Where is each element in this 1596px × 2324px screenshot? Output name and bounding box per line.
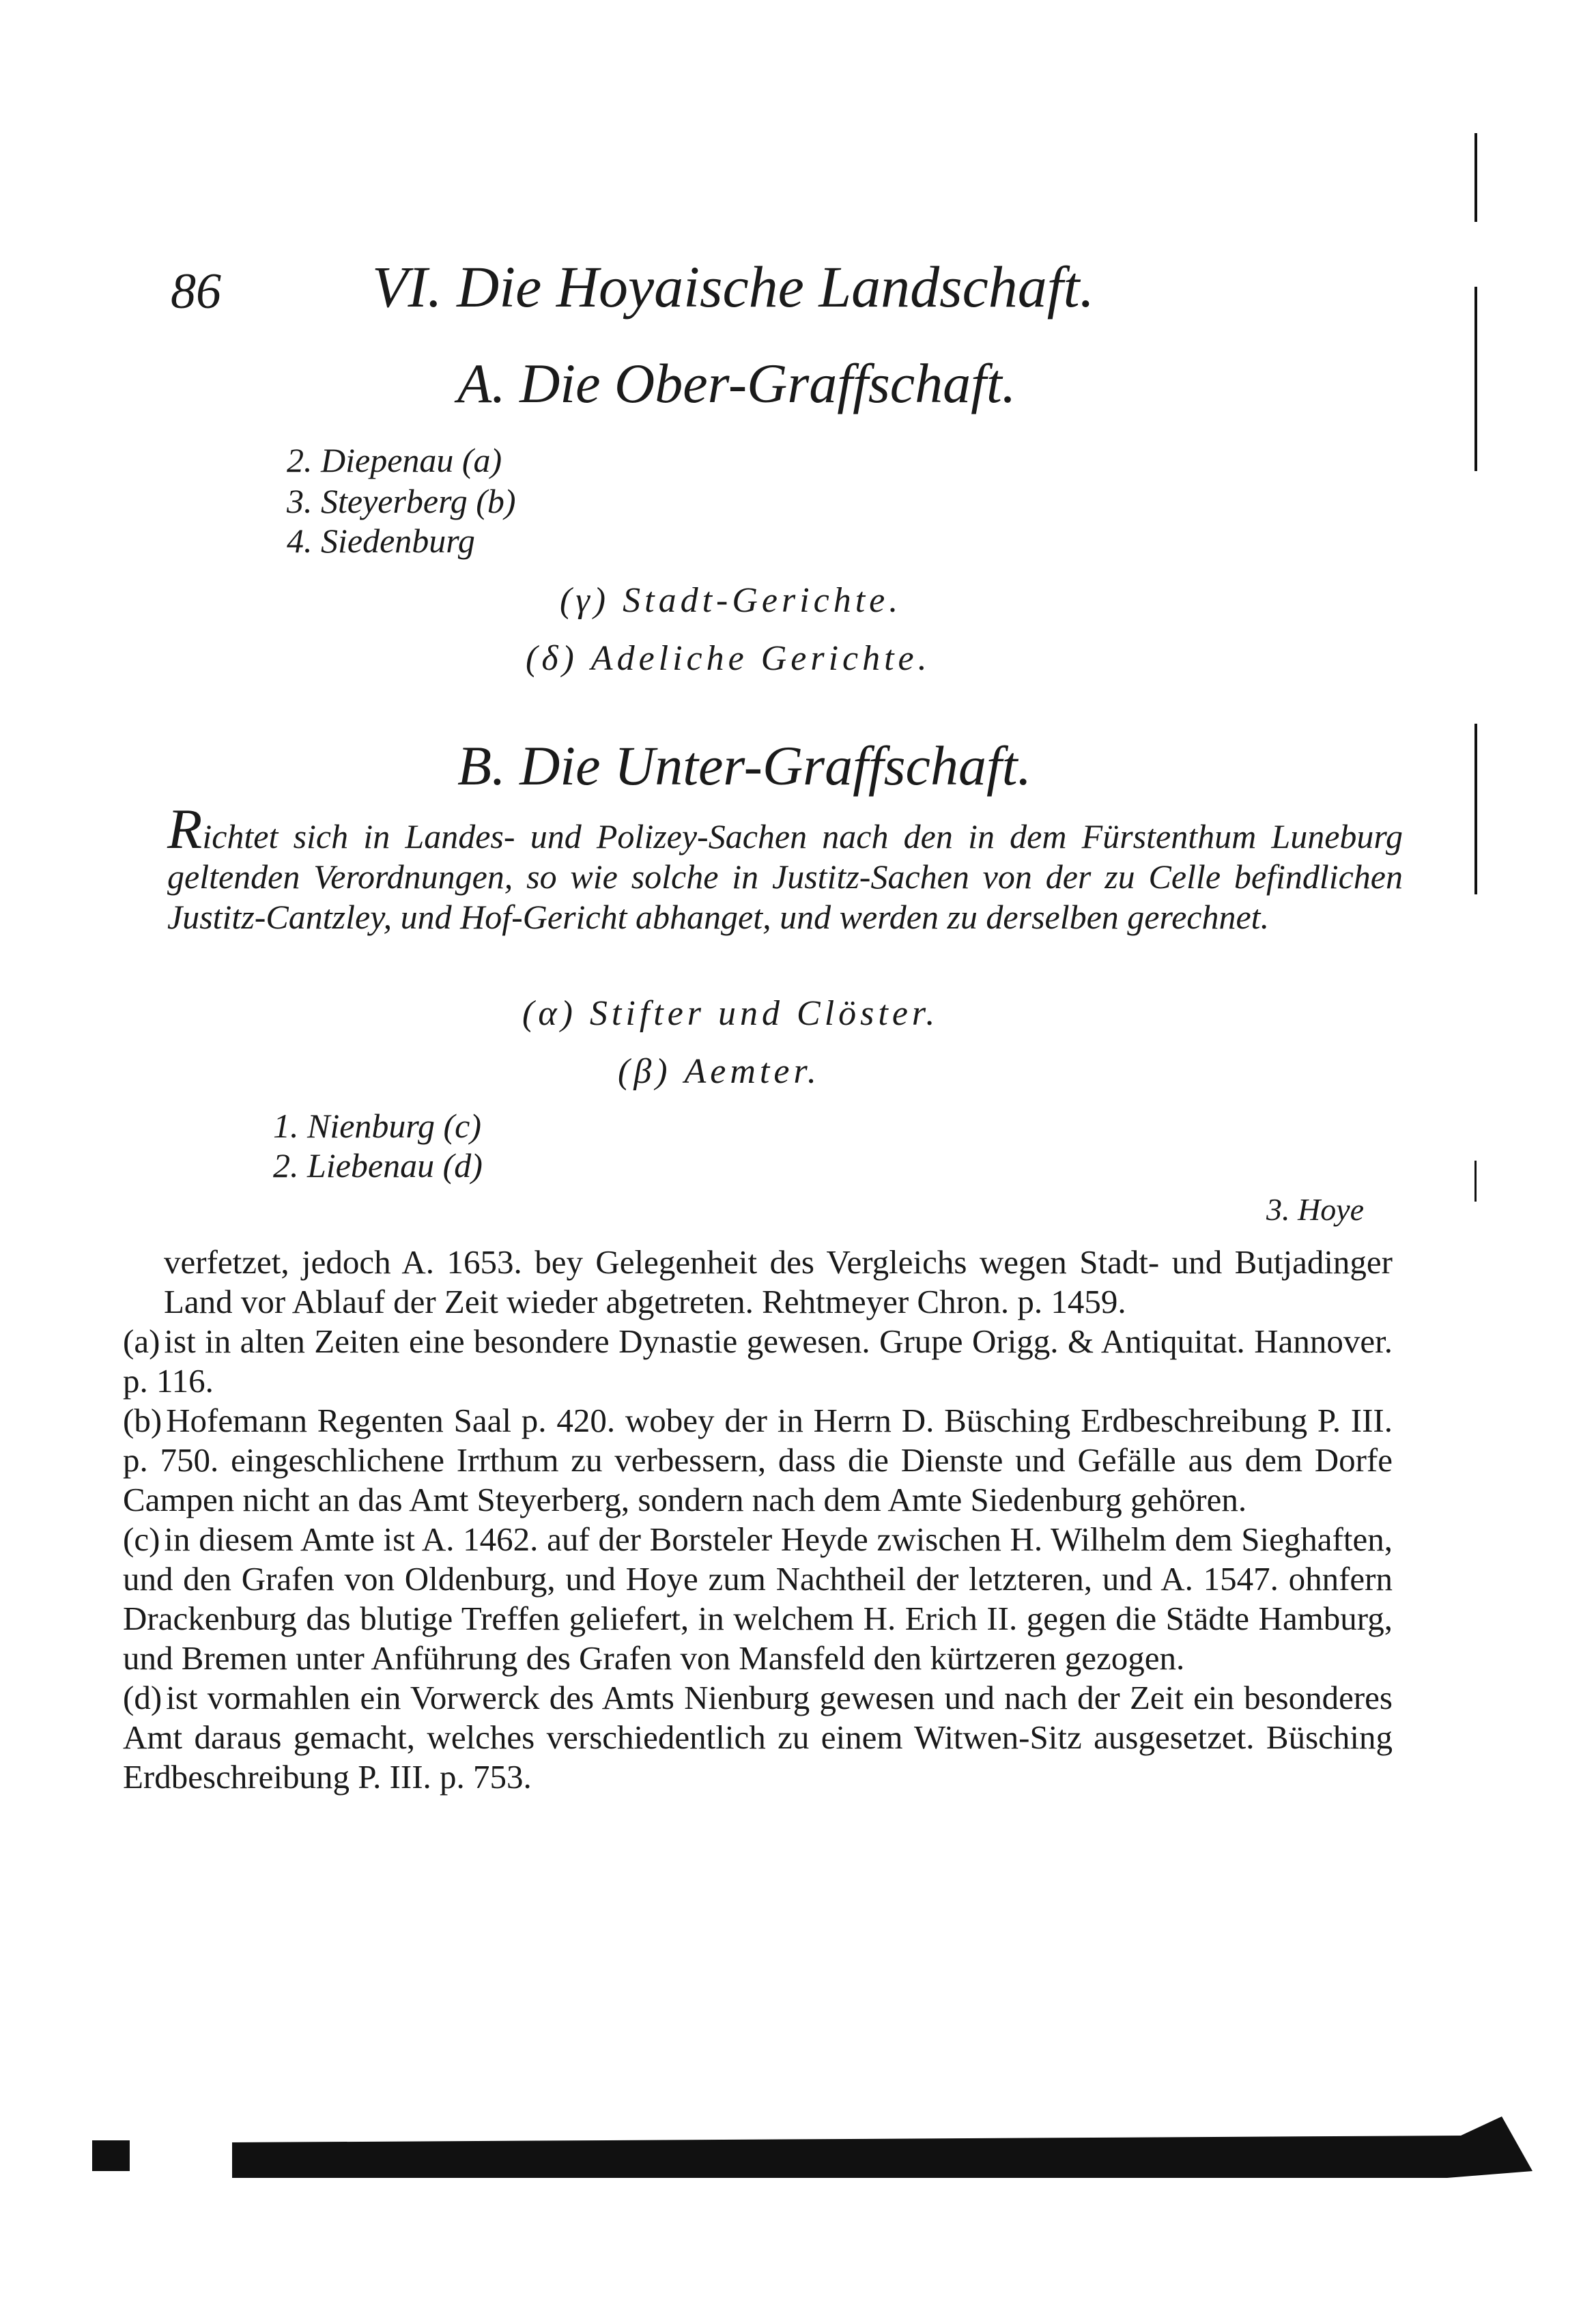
footnote-mark: (d): [123, 1679, 162, 1716]
scan-bottom-bar: [232, 2110, 1543, 2185]
footnote-text: in diesem Amte ist A. 1462. auf der Borsteler Heyde zwischen H. Wilhelm dem Sieghaften, und den Grafen von Oldenburg, und Hoye zum Nachtheil der letzteren, und A. 1547. ohnfern Drackenburg das blutige Treffen geliefert, in welchem H. Erich II. gegen die Städte Hamburg, und Bremen unter Anführung des Grafen von Mansfeld den kürtzeren gezogen.: [123, 1520, 1393, 1677]
footnotes: [123, 1243, 1393, 1797]
section-a-title: A. Die Ober-Graffschaft.: [457, 352, 1016, 414]
list-item: 2. Diepenau (a): [287, 441, 502, 479]
list-item: 1. Nienburg (c): [273, 1107, 482, 1145]
catchword: 3. Hoye: [1266, 1192, 1365, 1227]
footnote-b: [123, 1401, 1393, 1520]
subheading-stadt-gerichte: (γ) Stadt-Gerichte.: [560, 581, 902, 620]
footnote-text: ist vormahlen ein Vorwerck des Amts Nienburg gewesen und nach der Zeit ein besonderes Amt daraus gemacht, welches verschiedentlich zu einem Witwen-Sitz ausgesetzet. Büsching Erdbeschreibung P. III. p. 753.: [123, 1679, 1393, 1796]
footnote-mark: (a): [123, 1322, 160, 1360]
list-item: 3. Steyerberg (b): [287, 482, 516, 520]
scan-edge-mark: [1474, 724, 1477, 894]
footnote-mark: (b): [123, 1402, 162, 1439]
scan-corner-mark: [92, 2140, 130, 2171]
body-paragraph: [167, 797, 1403, 937]
footnote-d: [123, 1678, 1393, 1797]
footnote-mark: (c): [123, 1520, 160, 1558]
subheading-stifter-cloester: (α) Stifter und Clöster.: [522, 994, 939, 1033]
drop-cap: R: [167, 797, 203, 861]
footnote-a: [123, 1322, 1393, 1401]
running-head: VI. Die Hoyaische Landschaft.: [372, 254, 1095, 320]
footnote-text: Hofemann Regenten Saal p. 420. wobey der in Herrn D. Büsching Erdbeschreibung P. III. p. 750. eingeschlichene Irrthum zu verbessern, dass die Dienste und Gefälle aus dem Dorfe Campen nicht an das Amt Steyerberg, sondern nach dem Amte Siedenburg gehören.: [123, 1402, 1393, 1518]
list-item: 2. Liebenau (d): [273, 1146, 483, 1185]
footnote-continuation: verfetzet, jedoch A. 1653. bey Gelegenheit des Vergleichs wegen Stadt- und Butjadinger Land vor Ablauf der Zeit wieder abgetreten. Rehtmeyer Chron. p. 1459.: [164, 1243, 1393, 1320]
list-item: 4. Siedenburg: [287, 522, 475, 560]
scan-edge-mark: [1474, 133, 1477, 222]
scan-edge-mark: [1474, 287, 1477, 471]
section-b-title: B. Die Unter-Graffschaft.: [457, 735, 1032, 797]
footnote-text: ist in alten Zeiten eine besondere Dynastie gewesen. Grupe Origg. & Antiquitat. Hannover. p. 116.: [123, 1322, 1393, 1400]
subheading-aemter: (β) Aemter.: [618, 1052, 821, 1091]
page-number: 86: [171, 264, 221, 320]
subheading-adeliche-gerichte: (δ) Adeliche Gerichte.: [526, 639, 931, 678]
footnote-c: [123, 1520, 1393, 1678]
scan-edge-mark: [1474, 1161, 1477, 1202]
paragraph-text: ichtet sich in Landes- und Polizey-Sachen nach den in dem Fürstenthum Luneburg geltenden Verordnungen, so wie solche in Justitz-Sachen von der zu Celle befindlichen Justitz-Cantzley, und Hof-Gericht abhanget, und werden zu derselben gerechnet.: [167, 817, 1403, 936]
